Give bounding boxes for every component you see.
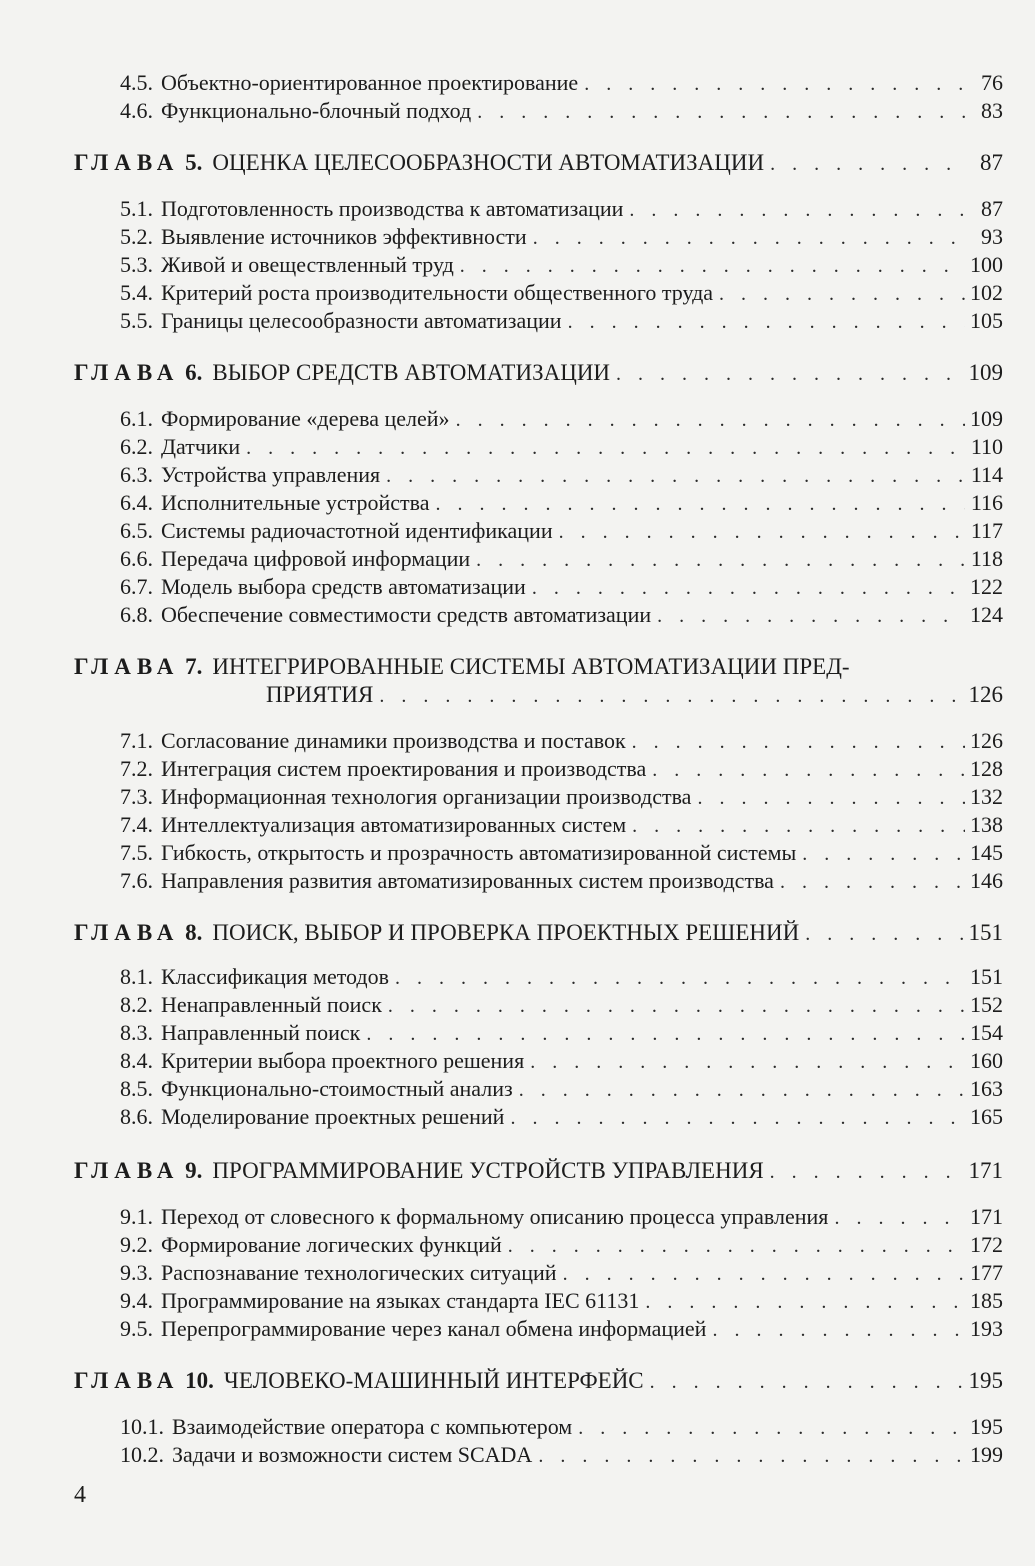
toc-title: Функционально-стоимостный анализ	[161, 1076, 513, 1101]
section-number: 7.4.	[120, 812, 153, 837]
toc-section	[0, 962, 1003, 992]
toc-section	[0, 306, 1003, 336]
toc-chapter	[0, 148, 1003, 178]
toc-title: Переход от словесного к формальному описанию процесса управления	[161, 1204, 829, 1229]
toc-title: Распознавание технологических ситуаций	[161, 1260, 557, 1285]
toc-page-number: 145	[970, 840, 1003, 865]
toc-title: Устройства управления	[161, 462, 381, 487]
leader-dots	[530, 1047, 965, 1077]
section-number: 9.4.	[120, 1288, 153, 1313]
leader-dots	[657, 601, 965, 631]
toc-title: Объектно-ориентированное проектирование	[161, 70, 579, 95]
toc-title: Гибкость, открытость и прозрачность автоматизированной системы	[161, 840, 797, 865]
leader-dots	[563, 1259, 965, 1289]
leader-dots	[508, 1231, 965, 1261]
page-number: 4	[74, 1482, 86, 1508]
section-number: 6.5.	[120, 518, 153, 543]
toc-page-number: 138	[970, 812, 1003, 837]
toc-page-number: 195	[970, 1414, 1003, 1439]
section-number: 6.8.	[120, 602, 153, 627]
leader-dots	[460, 251, 965, 281]
toc-page-number: 132	[970, 784, 1003, 809]
toc-page-number: 117	[970, 518, 1003, 543]
toc-page-number: 102	[970, 280, 1003, 305]
leader-dots	[834, 1203, 965, 1233]
toc-page-number: 151	[968, 920, 1003, 945]
chapter-word: ГЛАВА	[74, 1368, 180, 1393]
toc-title: Обеспечение совместимости средств автоматизации	[161, 602, 652, 627]
toc-section	[0, 278, 1003, 308]
leader-dots	[519, 1075, 965, 1105]
toc-chapter-continuation	[0, 680, 1003, 710]
toc-section	[0, 1074, 1003, 1104]
toc-section	[0, 1286, 1003, 1316]
toc-section	[0, 990, 1003, 1020]
toc-title: Ненаправленный поиск	[161, 992, 382, 1017]
toc-title: Интеграция систем проектирования и производства	[161, 756, 647, 781]
toc-title: ИНТЕГРИРОВАННЫЕ СИСТЕМЫ АВТОМАТИЗАЦИИ ПРЕД-	[212, 654, 850, 679]
chapter-word: ГЛАВА	[74, 1158, 180, 1183]
leader-dots	[510, 1103, 965, 1133]
toc-title: Критерии выбора проектного решения	[161, 1048, 525, 1073]
toc-page-number: 87	[981, 196, 1003, 221]
leader-dots	[538, 1441, 965, 1471]
toc-title: ОЦЕНКА ЦЕЛЕСООБРАЗНОСТИ АВТОМАТИЗАЦИИ	[212, 150, 765, 175]
toc-section	[0, 600, 1003, 630]
section-number: 7.3.	[120, 784, 153, 809]
leader-dots	[388, 991, 965, 1021]
toc-page-number: 126	[968, 682, 1003, 707]
chapter-number: 5.	[185, 150, 203, 175]
toc-section	[0, 544, 1003, 574]
toc-title: ПРОГРАММИРОВАНИЕ УСТРОЙСТВ УПРАВЛЕНИЯ	[212, 1158, 764, 1183]
toc-page-number: 109	[970, 406, 1003, 431]
leader-dots	[645, 1287, 965, 1317]
toc-title: Моделирование проектных решений	[161, 1104, 505, 1129]
leader-dots	[559, 517, 965, 547]
section-number: 7.2.	[120, 756, 153, 781]
section-number: 6.3.	[120, 462, 153, 487]
toc-title: Подготовленность производства к автоматизации	[161, 196, 624, 221]
toc-chapter	[0, 1156, 1003, 1186]
section-number: 10.1.	[120, 1414, 164, 1439]
toc-title: Задачи и возможности систем SCADA	[172, 1442, 533, 1467]
chapter-word: ГЛАВА	[74, 150, 180, 175]
leader-dots	[650, 1367, 965, 1397]
leader-dots	[697, 783, 965, 813]
toc-page-number: 83	[981, 98, 1003, 123]
toc-title: Модель выбора средств автоматизации	[161, 574, 526, 599]
toc-page-number: 109	[968, 360, 1003, 385]
toc-title: Направления развития автоматизированных систем производства	[161, 868, 774, 893]
toc-title: Границы целесообразности автоматизации	[161, 308, 562, 333]
toc-chapter	[0, 358, 1003, 388]
section-number: 8.1.	[120, 964, 153, 989]
section-number: 6.7.	[120, 574, 153, 599]
toc-page-number: 199	[970, 1442, 1003, 1467]
toc-section	[0, 222, 1003, 252]
toc-page-number: 116	[970, 490, 1003, 515]
toc-section	[0, 754, 1003, 784]
section-number: 4.6.	[120, 98, 153, 123]
section-number: 8.4.	[120, 1048, 153, 1073]
toc-title: Направленный поиск	[161, 1020, 361, 1045]
leader-dots	[246, 433, 965, 463]
leader-dots	[712, 1315, 965, 1345]
section-number: 6.6.	[120, 546, 153, 571]
section-number: 7.1.	[120, 728, 153, 753]
leader-dots	[780, 867, 965, 897]
leader-dots	[477, 97, 965, 127]
section-number: 9.3.	[120, 1260, 153, 1285]
toc-title: Формирование «дерева целей»	[161, 406, 450, 431]
section-number: 5.3.	[120, 252, 153, 277]
toc-title: Выявление источников эффективности	[161, 224, 527, 249]
toc-page-number: 195	[968, 1368, 1003, 1393]
toc-title: Живой и овеществленный труд	[161, 252, 454, 277]
section-number: 8.3.	[120, 1020, 153, 1045]
toc-section	[0, 838, 1003, 868]
leader-dots	[770, 149, 965, 179]
toc-title: Классификация методов	[161, 964, 389, 989]
chapter-number: 10.	[185, 1368, 214, 1393]
leader-dots	[379, 681, 964, 711]
section-number: 5.2.	[120, 224, 153, 249]
toc-section	[0, 460, 1003, 490]
section-number: 8.2.	[120, 992, 153, 1017]
toc-title: Согласование динамики производства и поставок	[161, 728, 626, 753]
toc-section	[0, 68, 1003, 98]
toc-title: Датчики	[161, 434, 241, 459]
toc-page-number: 185	[970, 1288, 1003, 1313]
leader-dots	[456, 405, 965, 435]
toc-section	[0, 1018, 1003, 1048]
section-number: 7.5.	[120, 840, 153, 865]
toc-title: Передача цифровой информации	[161, 546, 471, 571]
toc-section	[0, 194, 1003, 224]
toc-section	[0, 404, 1003, 434]
toc-section	[0, 810, 1003, 840]
section-number: 5.1.	[120, 196, 153, 221]
leader-dots	[632, 811, 965, 841]
toc-title: Функционально-блочный подход	[161, 98, 472, 123]
chapter-number: 8.	[185, 920, 203, 945]
toc-page-number: 110	[970, 434, 1003, 459]
toc-chapter	[0, 918, 1003, 948]
toc-section	[0, 1412, 1003, 1442]
section-number: 4.5.	[120, 70, 153, 95]
toc-title: Формирование логических функций	[161, 1232, 502, 1257]
toc-page-number: 177	[970, 1260, 1003, 1285]
toc-title: ПРИЯТИЯ	[266, 682, 374, 707]
toc-title: Системы радиочастотной идентификации	[161, 518, 553, 543]
leader-dots	[476, 545, 965, 575]
toc-page-number: 100	[970, 252, 1003, 277]
toc-section	[0, 1440, 1003, 1470]
toc-page-number: 172	[970, 1232, 1003, 1257]
chapter-number: 6.	[185, 360, 203, 385]
toc-section	[0, 1314, 1003, 1344]
toc-section	[0, 1230, 1003, 1260]
leader-dots	[395, 963, 965, 993]
section-number: 9.2.	[120, 1232, 153, 1257]
toc-page-number: 124	[970, 602, 1003, 627]
leader-dots	[805, 919, 964, 949]
leader-dots	[578, 1413, 965, 1443]
leader-dots	[770, 1157, 965, 1187]
toc-page-number: 87	[980, 150, 1003, 175]
toc-title: ЧЕЛОВЕКО-МАШИННЫЙ ИНТЕРФЕЙС	[223, 1368, 644, 1393]
leader-dots	[719, 279, 965, 309]
leader-dots	[632, 727, 965, 757]
section-number: 5.5.	[120, 308, 153, 333]
section-number: 8.5.	[120, 1076, 153, 1101]
section-number: 6.2.	[120, 434, 153, 459]
toc-page-number: 151	[970, 964, 1003, 989]
toc-section	[0, 516, 1003, 546]
toc-page-number: 128	[970, 756, 1003, 781]
toc-section	[0, 782, 1003, 812]
toc-section	[0, 250, 1003, 280]
section-number: 5.4.	[120, 280, 153, 305]
toc-section	[0, 866, 1003, 896]
toc-page-number: 118	[970, 546, 1003, 571]
toc-page-number: 122	[970, 574, 1003, 599]
toc-section	[0, 1202, 1003, 1232]
leader-dots	[366, 1019, 965, 1049]
toc-section	[0, 1258, 1003, 1288]
section-number: 6.4.	[120, 490, 153, 515]
toc-page-number: 171	[970, 1204, 1003, 1229]
leader-dots	[629, 195, 965, 225]
chapter-number: 7.	[185, 654, 203, 679]
leader-dots	[616, 359, 964, 389]
toc-section	[0, 1046, 1003, 1076]
section-number: 10.2.	[120, 1442, 164, 1467]
toc-page-number: 126	[970, 728, 1003, 753]
toc-title: Взаимодействие оператора с компьютером	[172, 1414, 573, 1439]
section-number: 8.6.	[120, 1104, 153, 1129]
toc-page-number: 193	[970, 1316, 1003, 1341]
toc-title: ВЫБОР СРЕДСТВ АВТОМАТИЗАЦИИ	[212, 360, 611, 385]
chapter-number: 9.	[185, 1158, 203, 1183]
leader-dots	[652, 755, 965, 785]
section-number: 9.1.	[120, 1204, 153, 1229]
toc-title: ПОИСК, ВЫБОР И ПРОВЕРКА ПРОЕКТНЫХ РЕШЕНИЙ	[212, 920, 800, 945]
toc-chapter	[0, 1366, 1003, 1396]
toc-title: Исполнительные устройства	[161, 490, 430, 515]
leader-dots	[532, 573, 965, 603]
section-number: 9.5.	[120, 1316, 153, 1341]
chapter-word: ГЛАВА	[74, 360, 180, 385]
leader-dots	[802, 839, 965, 869]
toc-page-number: 152	[970, 992, 1003, 1017]
toc-page-number: 76	[981, 70, 1003, 95]
toc-page-number: 114	[970, 462, 1003, 487]
toc-page-number: 154	[970, 1020, 1003, 1045]
leader-dots	[533, 223, 965, 253]
toc-page-number: 163	[970, 1076, 1003, 1101]
toc-page-number: 146	[970, 868, 1003, 893]
toc-section	[0, 572, 1003, 602]
toc-page-number: 93	[981, 224, 1003, 249]
toc-title: Критерий роста производительности общественного труда	[161, 280, 714, 305]
toc-section	[0, 1102, 1003, 1132]
toc-page-number: 165	[970, 1104, 1003, 1129]
toc-page-number: 105	[970, 308, 1003, 333]
toc-section	[0, 488, 1003, 518]
leader-dots	[584, 69, 965, 99]
toc-section	[0, 96, 1003, 126]
toc-title: Перепрограммирование через канал обмена информацией	[161, 1316, 707, 1341]
section-number: 6.1.	[120, 406, 153, 431]
chapter-word: ГЛАВА	[74, 920, 180, 945]
leader-dots	[568, 307, 965, 337]
toc-chapter	[0, 652, 1003, 682]
leader-dots	[436, 489, 965, 519]
chapter-word: ГЛАВА	[74, 654, 180, 679]
leader-dots	[386, 461, 965, 491]
toc-title: Интеллектуализация автоматизированных систем	[161, 812, 627, 837]
section-number: 7.6.	[120, 868, 153, 893]
toc-page-number: 171	[968, 1158, 1003, 1183]
toc-section	[0, 432, 1003, 462]
toc-title: Информационная технология организации производства	[161, 784, 692, 809]
toc-page-number: 160	[970, 1048, 1003, 1073]
toc-section	[0, 726, 1003, 756]
toc-title: Программирование на языках стандарта IEC 61131	[161, 1288, 640, 1313]
